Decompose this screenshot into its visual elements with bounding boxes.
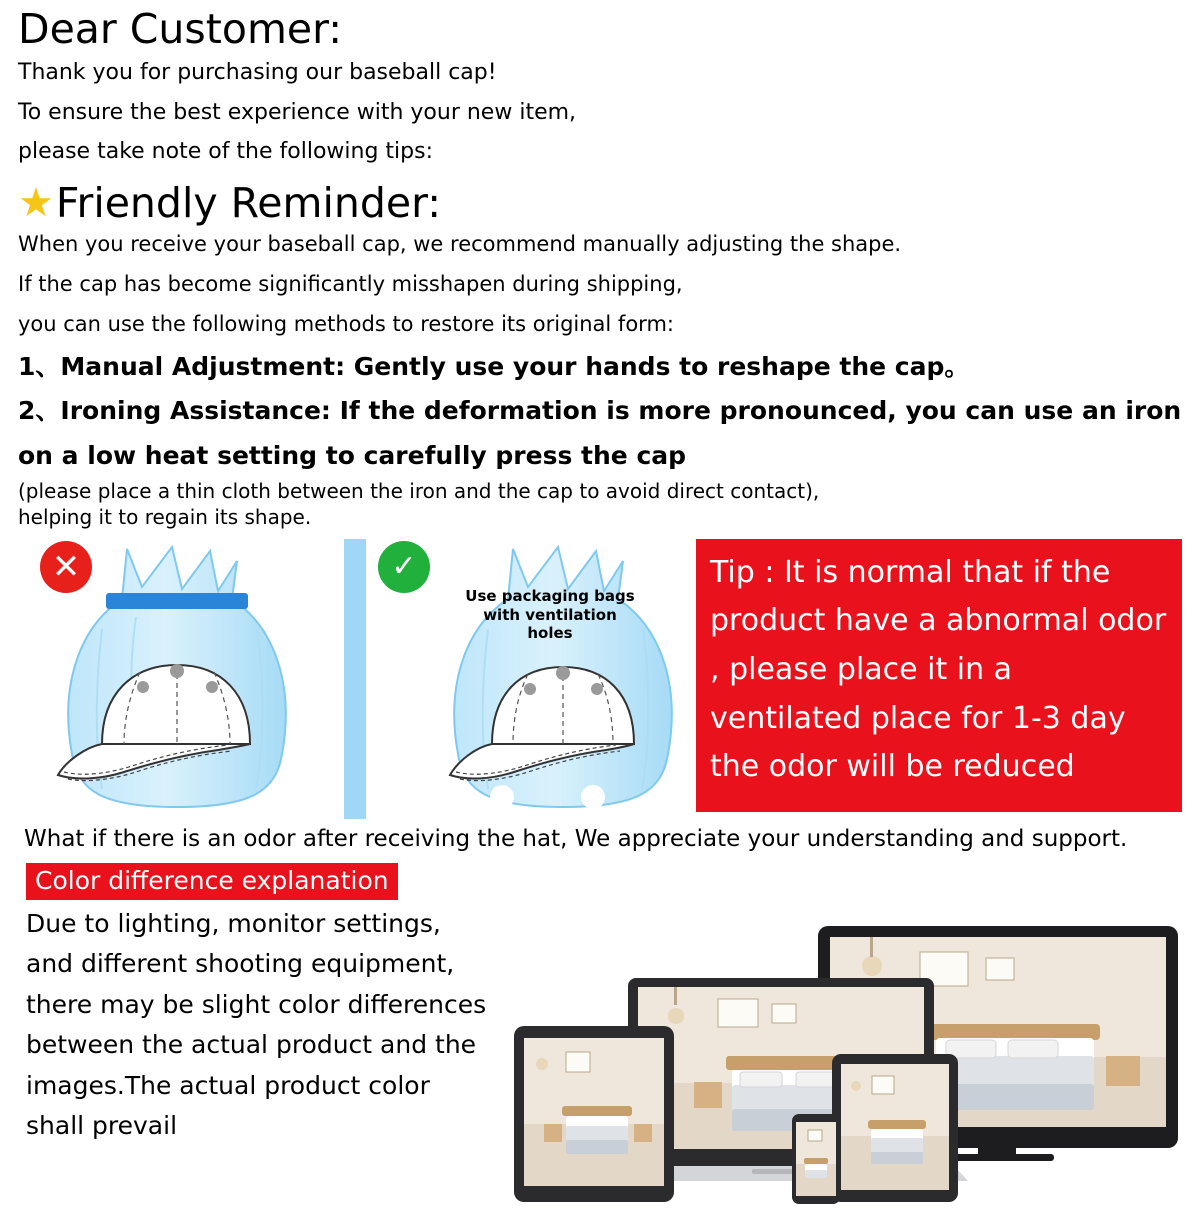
friendly-reminder-heading <box>18 178 1182 227</box>
star-icon: ★ <box>18 180 54 227</box>
intro-line-1: Thank you for purchasing our baseball cap! <box>18 60 497 86</box>
page-title: Dear Customer: <box>18 5 343 53</box>
reminder-line-1: When you receive your baseball cap, we recommend manually adjusting the shape. <box>18 231 902 256</box>
check-icon: ✓ <box>378 541 430 593</box>
vented-bag-image <box>418 539 708 823</box>
step-2-cont: on a low heat setting to carefully press the cap <box>18 440 687 470</box>
reminder-line-3: you can use the following methods to restore its original form: <box>18 311 674 336</box>
cross-icon: ✕ <box>40 541 92 593</box>
iron-note-line-2: helping it to regain its shape. <box>18 505 312 530</box>
cdx-line-5: images.The actual product color <box>26 1070 430 1100</box>
cdx-line-6: shall prevail <box>26 1111 178 1141</box>
packaging-illustration <box>18 539 1182 819</box>
cdx-line-3: there may be slight color differences <box>26 989 487 1019</box>
cdx-line-1: Due to lighting, monitor settings, <box>26 908 441 938</box>
odor-tip-box: Tip : It is normal that if the product have a abnormal odor , please place it in a ventilated place for 1-3 day the odor will be reduced <box>696 539 1182 812</box>
color-difference-badge: Color difference explanation <box>26 863 398 900</box>
step-2: 2、Ironing Assistance: If the deformation is more pronounced, you can use an iron <box>18 396 1182 426</box>
friendly-reminder-title: Friendly Reminder: <box>55 178 442 227</box>
vent-label <box>460 587 640 643</box>
step-1: 1、Manual Adjustment: Gently use your hands to reshape the cap。 <box>18 351 970 381</box>
color-difference-body <box>26 904 526 1147</box>
odor-question-line: What if there is an odor after receiving the hat, We appreciate your understanding and support. <box>24 825 1128 852</box>
vertical-divider <box>344 539 366 819</box>
vent-label-line-1: Use packaging bags <box>465 586 635 605</box>
cdx-line-4: between the actual product and the <box>26 1030 477 1060</box>
reminder-line-2: If the cap has become significantly misshapen during shipping, <box>18 271 683 296</box>
vent-label-line-2: with ventilation holes <box>483 605 617 643</box>
cdx-line-2: and different shooting equipment, <box>26 949 455 979</box>
iron-note-line-1: (please place a thin cloth between the iron and the cap to avoid direct contact), <box>18 479 820 504</box>
intro-line-2: To ensure the best experience with your new item, <box>18 99 577 125</box>
document-page <box>0 5 1200 1208</box>
intro-line-3: please take note of the following tips: <box>18 139 434 165</box>
devices-illustration <box>500 906 1190 1206</box>
